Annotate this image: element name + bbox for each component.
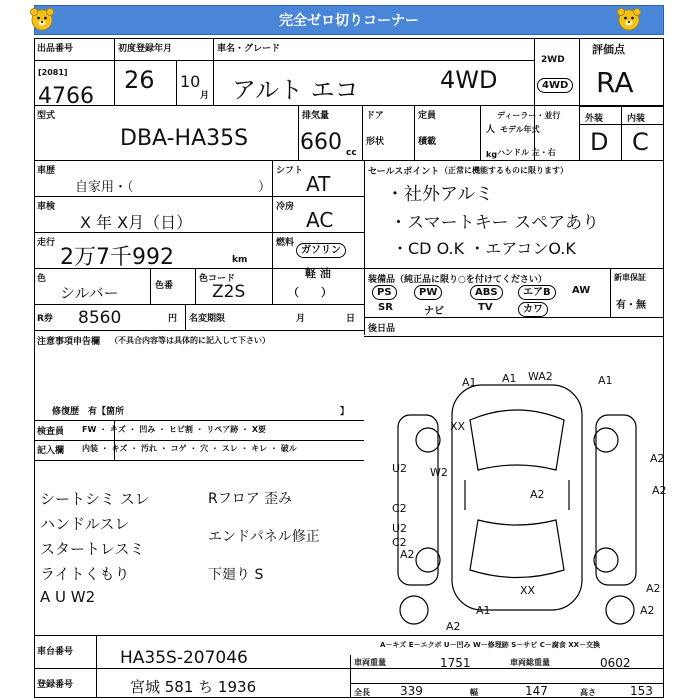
- lot-code: [2081]: [38, 68, 68, 77]
- ext-grade: D: [590, 128, 609, 156]
- displacement-value: 660: [300, 130, 342, 155]
- displacement-label: 排気量: [302, 111, 330, 121]
- damage-mark: XX: [520, 584, 536, 597]
- damage-mark: WA2: [528, 370, 553, 383]
- drive-4wd: 4WD: [537, 78, 573, 93]
- length-label: 全長: [354, 688, 370, 697]
- ac-value: AC: [306, 208, 334, 232]
- load-label: 積載: [418, 137, 437, 147]
- rear-seat-label: 後日品: [368, 324, 396, 334]
- inspector-label-2: 記入欄: [37, 446, 65, 456]
- recycle-label: R券: [37, 314, 53, 324]
- color-label: 色: [37, 274, 47, 284]
- equip-item: SR: [378, 302, 393, 313]
- color-code-label: 色コード: [199, 274, 236, 284]
- sales-line-1: ・社外アルミ: [386, 184, 494, 205]
- damage-mark: A2: [530, 488, 545, 501]
- remark-item: シートシミ スレ: [40, 490, 150, 508]
- model-year-label: モデル年式: [500, 125, 540, 134]
- damage-mark: A1: [598, 374, 613, 387]
- car-name: アルト エコ: [232, 76, 359, 104]
- ext-label: 外装: [585, 114, 604, 124]
- remark-item: Rフロア 歪み: [208, 491, 293, 507]
- fuel-gasoline: ガソリン: [296, 243, 346, 258]
- equip-item: AW: [572, 285, 591, 296]
- fuel-other: （ ）: [288, 286, 332, 299]
- car-drive: 4WD: [440, 66, 498, 94]
- remark-item: 下廻り S: [208, 567, 264, 583]
- length-value: 339: [400, 684, 423, 698]
- sales-line-3: ・CD O.K ・エアコンO.K: [392, 239, 576, 258]
- mileage-label: 走行: [37, 238, 56, 248]
- damage-mark: A1: [502, 372, 517, 385]
- damage-mark: A2: [652, 484, 667, 497]
- shape-label: 形状: [366, 137, 385, 147]
- grade-label: 評価点: [592, 43, 625, 56]
- fuel-label: 燃料: [276, 238, 295, 248]
- sales-line-2: ・スマートキー スペアあり: [390, 213, 600, 233]
- weight-label: 車両重量: [354, 658, 386, 667]
- weight-value: 1751: [440, 656, 471, 670]
- new-warranty-label: 新車保証: [614, 273, 646, 282]
- person-unit: 人: [486, 125, 496, 135]
- reg-no-value: 宮城 581 ち 1936: [130, 678, 257, 696]
- chassis-value: HA35S-207046: [120, 648, 248, 668]
- repair-history: 修復歴 有【箇所: [52, 407, 125, 417]
- model-label: 型式: [37, 111, 56, 121]
- model-value: DBA-HA35S: [120, 126, 249, 151]
- remark-item: ハンドルスレ: [40, 515, 130, 533]
- recycle-unit: 円: [168, 314, 178, 324]
- ac-label: 冷房: [276, 202, 295, 212]
- car-damage-diagram: [370, 360, 664, 630]
- height-label: 高さ: [580, 688, 596, 697]
- dealer-label: ディーラー・並行: [497, 111, 561, 120]
- month-unit: 月: [200, 91, 210, 101]
- lot-label: 出品番号: [37, 44, 74, 54]
- bear-mascot-icon: [29, 6, 55, 32]
- recycle-value: 8560: [78, 308, 122, 328]
- reg-no-label: 登録番号: [37, 680, 74, 690]
- inspector-fw-row: FW ・ キズ ・ 凹み ・ ヒビ割 ・ リペア跡 ・ X要: [82, 425, 266, 434]
- damage-legend: A－キズ E－エクボ U－凹み W－修理跡 S－サビ C－腐食 XX－交換: [380, 641, 601, 649]
- damage-mark: W2: [430, 466, 448, 479]
- width-value: 147: [525, 684, 548, 698]
- height-value: 153: [630, 684, 653, 698]
- car-name-label: 車名・グレード: [217, 44, 281, 54]
- name-change-day: 日: [346, 314, 356, 324]
- notes-label: 注意事項申告欄: [37, 337, 101, 347]
- damage-mark: A1: [476, 604, 491, 617]
- damage-mark: A2: [650, 452, 665, 465]
- usage-label: 車歴: [37, 166, 56, 176]
- damage-mark: U2: [392, 522, 408, 535]
- lot-number: 4766: [38, 84, 94, 109]
- capacity-label: 定員: [418, 111, 437, 121]
- usage-value: 自家用・（: [75, 180, 134, 195]
- int-grade: C: [632, 128, 649, 156]
- sales-label: セールスポイント: [368, 167, 440, 177]
- cc-unit: cc: [346, 148, 357, 158]
- inspector-int-row: 内装 ・ キズ ・ 汚れ ・ コゲ ・ 穴 ・ スレ ・ キレ ・ 破ル: [82, 444, 297, 453]
- equip-item: TV: [478, 302, 493, 313]
- inspection-value: X 年 X月（日）: [80, 213, 193, 232]
- remark-item: ライトくもり: [40, 565, 130, 583]
- sales-sub: （正常に機能するものに限ります）: [440, 166, 568, 175]
- color-no-label: 色番: [155, 281, 174, 291]
- remark-item: エンドパネル修正: [208, 529, 320, 545]
- grade-value: RA: [596, 66, 634, 99]
- inspector-label: 検査員: [37, 427, 65, 437]
- int-label: 内装: [627, 114, 646, 124]
- equip-item: エアB: [518, 285, 556, 300]
- first-reg-month: 10: [180, 72, 201, 91]
- equip-item: ABS: [470, 285, 503, 300]
- equip-label: 装備品（純正品に限り○を付けてください）: [368, 275, 547, 285]
- width-label: 幅: [470, 688, 478, 697]
- header-bar: [34, 5, 664, 35]
- kg-unit: kg: [486, 150, 498, 159]
- bear-mascot-icon: [616, 6, 642, 32]
- damage-mark: A2: [640, 604, 655, 617]
- handle-label: ハンドル 左・右: [497, 148, 556, 157]
- remark-item: スタートレスミ: [40, 540, 145, 558]
- equip-item: カワ: [518, 302, 548, 317]
- name-change-month: 月: [296, 314, 306, 324]
- damage-mark: U2: [392, 462, 408, 475]
- usage-close: ）: [258, 180, 272, 195]
- damage-mark: A2: [446, 620, 461, 633]
- mileage-value: 2万7千992: [60, 245, 174, 270]
- shift-label: シフト: [276, 166, 304, 176]
- first-reg-label: 初度登録年月: [118, 44, 173, 54]
- equip-item: ナビ: [424, 306, 444, 317]
- fuel-diesel: 軽 油: [305, 267, 331, 280]
- first-reg-year: 26: [124, 66, 155, 94]
- shift-value: AT: [306, 172, 331, 196]
- equip-item: PS: [372, 285, 397, 300]
- chassis-label: 車台番号: [37, 647, 74, 657]
- damage-mark: A1: [462, 376, 477, 389]
- weight2-label: 車両総重量: [510, 658, 550, 667]
- km-unit: km: [232, 255, 248, 265]
- damage-mark: XX: [450, 420, 466, 433]
- door-label: ドア: [366, 111, 384, 121]
- repair-close: 】: [340, 407, 350, 417]
- header-title: 完全ゼロ切りコーナー: [279, 13, 419, 29]
- new-warranty-value: 有・無: [616, 300, 646, 311]
- damage-mark: A2: [646, 582, 661, 595]
- inspection-label: 車検: [37, 202, 56, 212]
- damage-mark: C2: [392, 536, 407, 549]
- color-value: シルバー: [60, 284, 119, 302]
- name-change-label: 名変期限: [189, 314, 226, 324]
- damage-mark: A2: [400, 548, 415, 561]
- equip-item: PW: [414, 285, 442, 300]
- remark-item: A U W2: [40, 588, 96, 606]
- damage-mark: C2: [392, 502, 407, 515]
- drive-2wd: 2WD: [541, 55, 565, 65]
- notes-sub: （不具合内容等は具体的に記入して下さい）: [110, 336, 270, 345]
- weight2-value: 0602: [600, 656, 631, 670]
- color-code: Z2S: [212, 282, 246, 302]
